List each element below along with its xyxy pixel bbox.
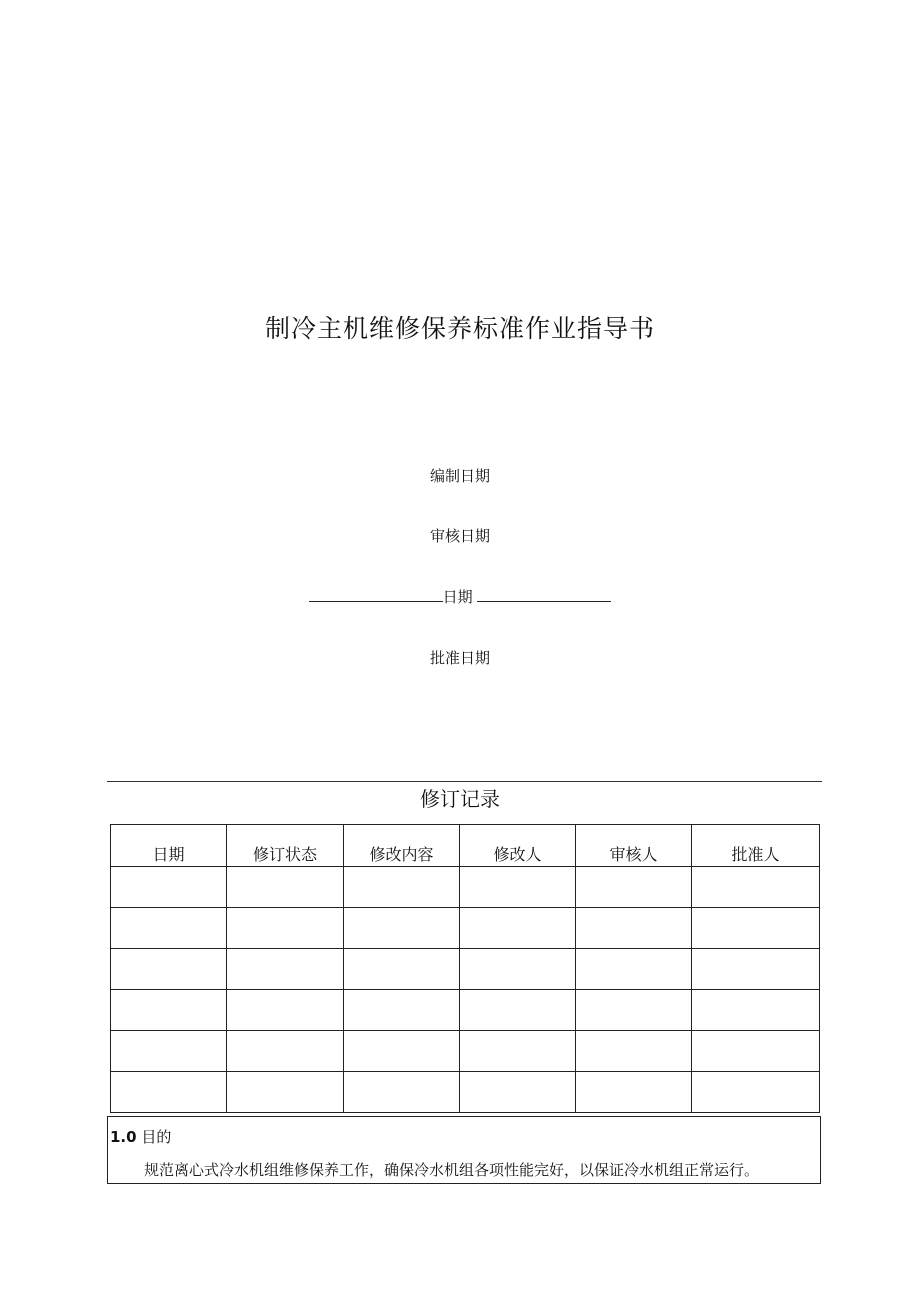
table-cell <box>227 949 344 990</box>
table-cell <box>576 1031 692 1072</box>
purpose-heading <box>110 1127 171 1147</box>
signature-blank-left <box>309 587 443 602</box>
table-cell <box>460 1031 576 1072</box>
table-cell <box>692 1031 820 1072</box>
header-modifier: 修改人 <box>460 825 576 867</box>
table-cell <box>344 949 460 990</box>
signature-date-label: 日期 <box>442 588 473 606</box>
table-cell <box>344 867 460 908</box>
table-cell <box>111 867 227 908</box>
signature-date-line <box>0 587 920 607</box>
table-cell <box>692 990 820 1031</box>
table-cell <box>692 949 820 990</box>
table-row <box>111 1072 820 1113</box>
table-cell <box>576 867 692 908</box>
revision-title: 修订记录 <box>420 787 500 811</box>
document-title: 制冷主机维修保养标准作业指导书 <box>264 314 655 343</box>
revision-table <box>110 824 820 1113</box>
table-row <box>111 1031 820 1072</box>
header-date: 日期 <box>111 825 227 867</box>
table-cell <box>227 1031 344 1072</box>
table-cell <box>227 990 344 1031</box>
purpose-number: 1.0 <box>110 1128 137 1146</box>
section-divider <box>107 781 822 782</box>
purpose-section <box>107 1116 821 1184</box>
table-cell <box>460 1072 576 1113</box>
purpose-heading-text: 目的 <box>141 1128 172 1146</box>
header-reviewer: 审核人 <box>576 825 692 867</box>
table-cell <box>460 867 576 908</box>
table-cell <box>111 908 227 949</box>
table-cell <box>576 949 692 990</box>
table-row <box>111 867 820 908</box>
purpose-text: 规范离心式冷水机组维修保养工作，确保冷水机组各项性能完好，以保证冷水机组正常运行。 <box>144 1161 760 1179</box>
table-cell <box>460 990 576 1031</box>
table-cell <box>344 908 460 949</box>
header-revision-status: 修订状态 <box>227 825 344 867</box>
table-row <box>111 908 820 949</box>
table-cell <box>227 1072 344 1113</box>
table-cell <box>111 1072 227 1113</box>
table-cell <box>111 949 227 990</box>
reviewed-date-line: 审核日期 <box>429 527 490 545</box>
table-cell <box>460 949 576 990</box>
table-cell <box>344 1072 460 1113</box>
table-cell <box>576 908 692 949</box>
table-cell <box>692 867 820 908</box>
table-cell <box>111 1031 227 1072</box>
table-cell <box>692 908 820 949</box>
table-row <box>111 990 820 1031</box>
table-row <box>111 949 820 990</box>
header-approver: 批准人 <box>692 825 820 867</box>
table-cell <box>460 908 576 949</box>
table-cell <box>227 867 344 908</box>
compiled-date-line: 编制日期 <box>429 467 490 485</box>
table-cell <box>111 990 227 1031</box>
approved-date-line: 批准日期 <box>429 649 490 667</box>
table-cell <box>576 990 692 1031</box>
header-change-content: 修改内容 <box>344 825 460 867</box>
signature-blank-right <box>477 587 611 602</box>
table-cell <box>344 990 460 1031</box>
table-cell <box>227 908 344 949</box>
table-cell <box>576 1072 692 1113</box>
table-cell <box>692 1072 820 1113</box>
revision-header-row <box>111 825 820 867</box>
table-cell <box>344 1031 460 1072</box>
